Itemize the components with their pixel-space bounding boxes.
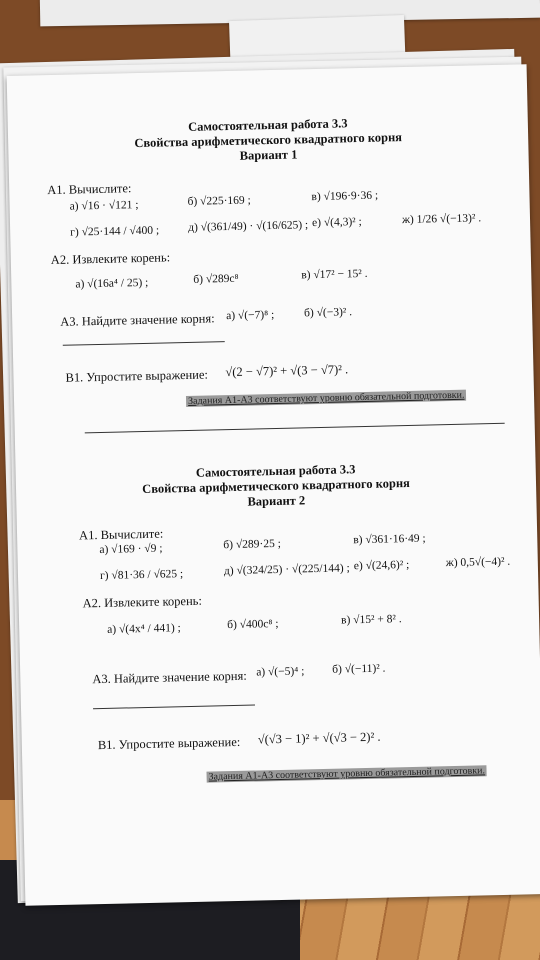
answer-line [93,705,255,710]
v2-a2-v: в) √15² + 8² . [340,613,402,627]
v1-a3-a: а) √(−7)⁸ ; [226,308,275,323]
v2-b1-label: В1. Упростите выражение: [97,734,241,753]
v2-note-highlight: Задания А1-А3 соответствуют уровню обязательной подготовки. [208,765,486,783]
v1-a1-e: е) √(4,3)² ; [311,215,362,230]
v1-a1-zh: ж) 1/26 √(−13)² . [401,212,482,227]
v1-b1-label: В1. Упростите выражение: [65,367,209,385]
v2-a1-a: а) √169 · √9 ; [99,542,163,557]
v2-subtitle: Свойства арифметического квадратного корня [142,475,410,497]
v2-a1-zh: ж) 0,5√(−4)² . [445,555,511,570]
v1-a1-g: г) √25·144 / √400 ; [70,224,160,239]
v2-a1-b: б) √289·25 ; [223,537,282,552]
v1-subtitle: Свойства арифметического квадратного корня [134,130,403,151]
v2-title: Самостоятельная работа 3.3 [195,462,356,480]
v1-a2-label: А2. Извлеките корень: [50,250,171,268]
v1-title: Самостоятельная работа 3.3 [187,116,348,134]
v2-a1-d: д) √(324/25) · √(225/144) ; [223,562,350,578]
v2-a3-label: А3. Найдите значение корня: [92,668,247,687]
v1-variant: Вариант 1 [239,147,298,163]
worksheet-page [7,64,540,906]
v1-a2-b: б) √289c⁸ [193,272,239,286]
v1-a3-b: б) √(−3)² . [303,306,353,320]
v1-a1-v: в) √196·9·36 ; [311,189,379,204]
v2-a2-label: А2. Извлеките корень: [82,593,203,611]
v1-a3-label: А3. Найдите значение корня: [60,311,215,329]
v2-b1-expr: √(√3 − 1)² + √(√3 − 2)² . [257,729,381,747]
v2-a2-b: б) √400c⁸ ; [227,617,279,632]
answer-line [63,341,225,346]
v2-a1-label: А1. Вычислите: [78,526,164,543]
v1-a1-label: А1. Вычислите: [47,181,132,198]
v2-a3-a: а) √(−5)⁴ ; [256,665,305,679]
v2-a1-e: е) √(24,6)² ; [353,558,410,573]
v2-variant: Вариант 2 [247,493,306,509]
v1-b1-expr: √(2 − √7)² + √(3 − √7)² . [225,362,349,380]
v1-a2-v: в) √17² − 15² . [301,267,368,282]
v2-a1-g: г) √81·36 / √625 ; [99,568,184,583]
v2-a1-v: в) √361·16·49 ; [353,532,426,547]
v2-a2-a: а) √(4x⁴ / 441) ; [107,622,181,636]
v1-a1-b: б) √225·169 ; [187,194,251,208]
v1-note-highlight: Задания А1-А3 соответствуют уровню обязательной подготовки. [187,389,465,407]
v1-a1-d: д) √(361/49) · √(16/625) ; [188,219,309,234]
v1-a2-a: а) √(16a⁴ / 25) ; [75,276,149,291]
section-divider [85,423,505,434]
v2-a3-b: б) √(−11)² . [332,662,386,676]
v1-a1-a: а) √16 · √121 ; [69,199,139,213]
